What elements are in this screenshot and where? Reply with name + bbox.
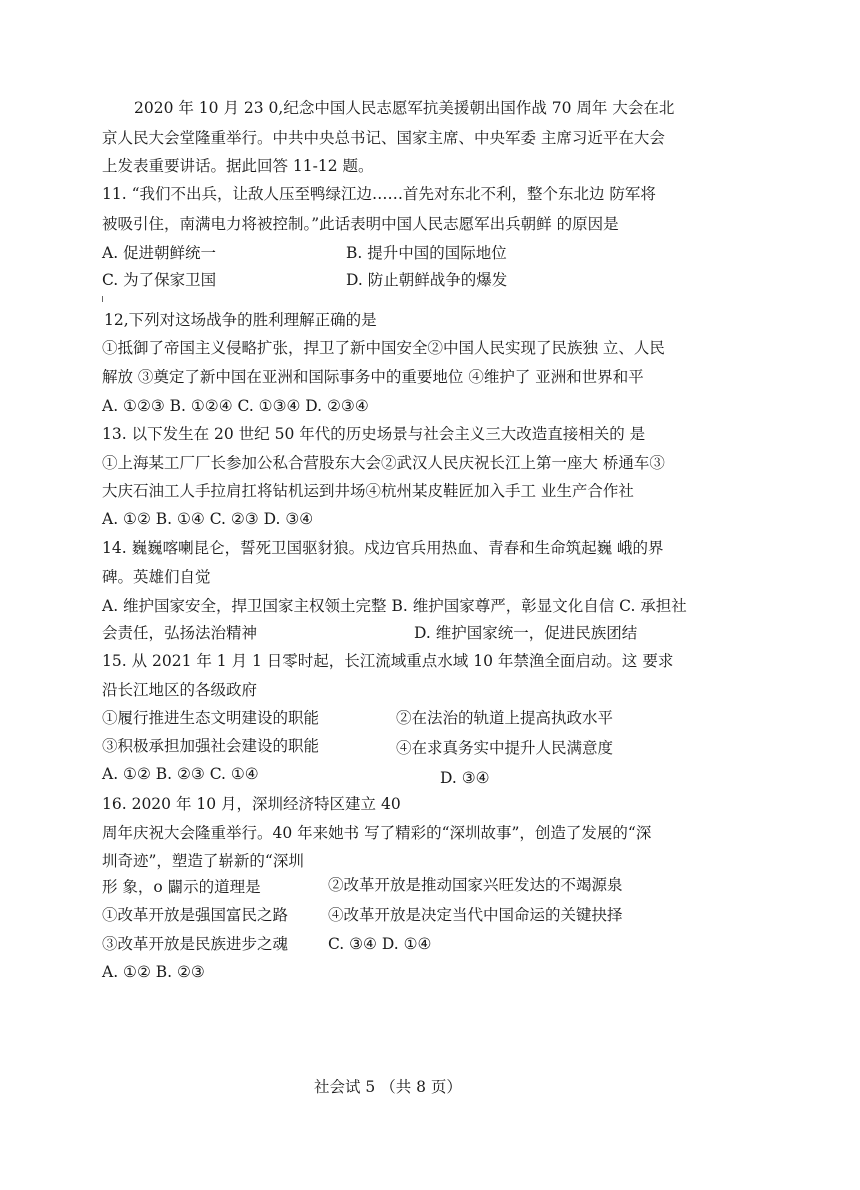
q11-stem-line-2: 被吸引住，南满电力将被控制。”此话表明中国人民志愿军出兵朝鲜 的原因是 — [102, 215, 619, 233]
q16-stem-line-2: 周年庆祝大会隆重举行。40 年来她书 写了精彩的“深圳故事”，创造了发展的“深 — [102, 824, 652, 842]
q16-stem-line-1: 16. 2020 年 10 月，深圳经济特区建立 40 — [102, 795, 401, 813]
q13-options: A. ①② B. ①④ C. ②③ D. ③④ — [102, 510, 314, 528]
q14-option-d: D. 维护国家统一，促进民族团结 — [414, 624, 638, 642]
q15-item-1: ①履行推进生态文明建设的职能 — [102, 709, 320, 727]
q11-stem-line-1: 11. “我们不出兵，让敌人压至鸭绿江边……首先对东北不利，整个东北边 防军将 — [102, 185, 656, 203]
q15-item-3: ③积极承担加强社会建设的职能 — [102, 737, 320, 755]
q15-stem-line-2: 沿长江地区的各级政府 — [102, 681, 258, 699]
q13-stem-line-3: 大庆石油工人手拉肩扛将钻机运到井场④杭州某皮鞋匠加入手工 业生产合作社 — [102, 482, 634, 500]
q12-stem-line-3: 解放 ③奠定了新中国在亚洲和国际事务中的重要地位 ④维护了 亚洲和世界和平 — [102, 368, 644, 386]
intro-line-3: 上发表重要讲话。据此回答 11-12 题。 — [102, 157, 374, 175]
q16-options-ab: A. ①② B. ②③ — [102, 963, 205, 981]
q16-stem-line-3: 圳奇迹”，塑造了崭新的“深圳 — [102, 852, 304, 870]
q14-options-line-2: 会责任，弘扬法治精神 — [102, 624, 258, 642]
page-footer: 社会试 5 （共 8 页） — [314, 1078, 462, 1096]
q15-option-d: D. ③④ — [440, 769, 490, 787]
q11-option-d: D. 防止朝鲜战争的爆发 — [346, 271, 508, 289]
q15-item-4: ④在求真务实中提升人民满意度 — [396, 739, 614, 757]
q11-option-b: B. 提升中国的国际地位 — [346, 244, 507, 262]
intro-line-1: 2020 年 10 月 23 0,纪念中国人民志愿军抗美援朝出国作战 70 周年 大会在北 — [134, 99, 675, 117]
q15-stem-line-1: 15. 从 2021 年 1 月 1 日零时起，长江流域重点水域 10 年禁渔全面启动。这 要求 — [102, 652, 674, 670]
q16-item-2: ②改革开放是推动国家兴旺发达的不竭源泉 — [328, 876, 623, 894]
intro-line-2: 京人民大会堂隆重举行。中共中央总书记、国家主席、中央军委 主席习近平在大会 — [102, 129, 665, 147]
q12-stem-line-1: 12,下列对这场战争的胜利理解正确的是 — [104, 311, 377, 329]
q12-options: A. ①②③ B. ①②④ C. ①③④ D. ②③④ — [102, 397, 369, 415]
q14-options-line-1: A. 维护国家安全，捍卫国家主权领土完整 B. 维护国家尊严，彰显文化自信 C. 承担社 — [102, 597, 687, 615]
q15-item-2: ②在法治的轨道上提高执政水平 — [396, 709, 614, 727]
q11-option-c: C. 为了保家卫国 — [102, 271, 217, 289]
q15-options-abc: A. ①② B. ②③ C. ①④ — [102, 765, 259, 783]
q14-stem-line-2: 碑。英雄们自觉 — [102, 568, 211, 586]
q16-item-1: ①改革开放是强国富民之路 — [102, 906, 289, 924]
q16-item-3: ③改革开放是民族进步之魂 — [102, 935, 289, 953]
q13-stem-line-2: ①上海某工厂厂长参加公私合营股东大会②武汉人民庆祝长江上第一座大 桥通车③ — [102, 454, 665, 472]
q11-option-a: A. 促进朝鲜统一 — [102, 244, 217, 262]
scan-mark — [102, 296, 103, 302]
q16-item-4: ④改革开放是决定当代中国命运的关键抉择 — [328, 906, 623, 924]
q14-stem-line-1: 14. 巍巍喀喇昆仑，誓死卫国驱豺狼。戍边官兵用热血、青春和生命筑起巍 峨的界 — [102, 539, 664, 557]
q13-stem-line-1: 13. 以下发生在 20 世纪 50 年代的历史场景与社会主义三大改造直接相关的 是 — [102, 425, 646, 443]
q12-stem-line-2: ①抵御了帝国主义侵略扩张，捍卫了新中国安全②中国人民实现了民族独 立、人民 — [102, 339, 665, 357]
q16-stem-line-4: 形 象，o 闢示的道理是 — [102, 878, 261, 896]
q16-options-cd: C. ③④ D. ①④ — [328, 935, 432, 953]
